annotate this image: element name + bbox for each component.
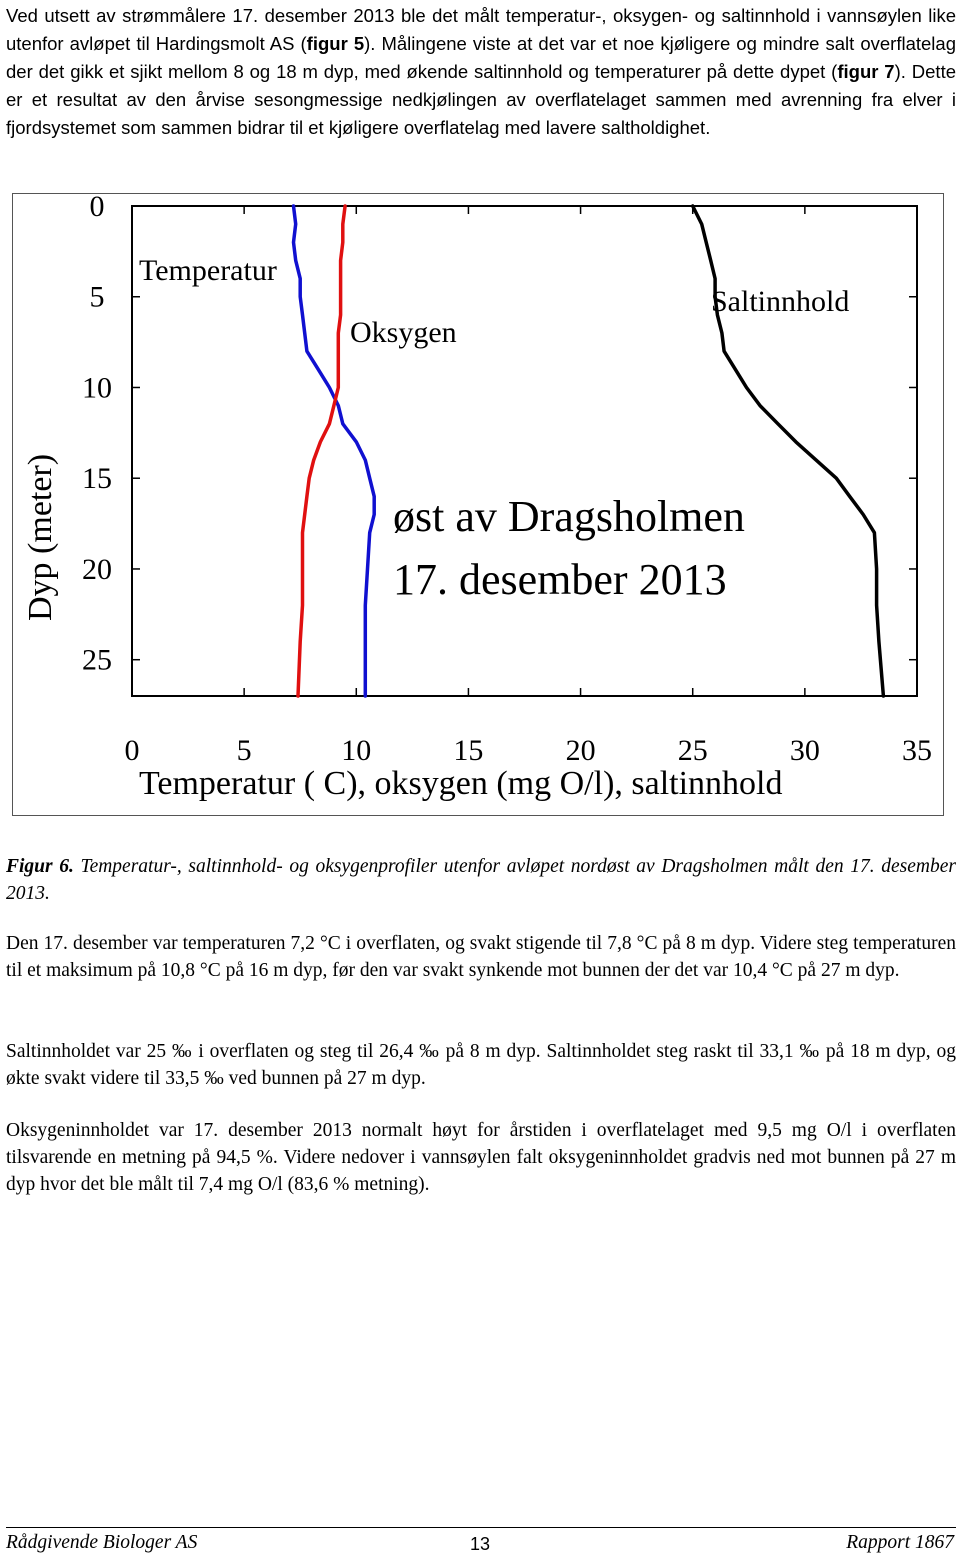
x-tick-label: 35 xyxy=(902,734,932,767)
annotation-date: 17. desember 2013 xyxy=(393,555,727,604)
figure-caption xyxy=(6,853,956,907)
intro-text-3: ). Dette er et resultat av den årvise sesongmessige nedkjølingen av overflatelaget sammen med avrenning fra elver i fjordsystemet som sammen bidrar til et kjøligere overflatelag med lavere saltholdighet. xyxy=(6,61,956,138)
x-axis-label: Temperatur ( C), oksygen (mg O/l), saltinnhold xyxy=(139,765,783,802)
intro-text-2: ). Målingene viste at det var et noe kjøligere og mindre salt overflatelag der det gikk et sjikt mellom 8 og 18 m dyp, med økende saltinnhold og temperaturer på dette dypet ( xyxy=(6,33,956,82)
depth-profile-figure xyxy=(12,193,944,816)
x-tick-label: 0 xyxy=(124,734,140,767)
figure-ref-7: figur 7 xyxy=(837,61,895,82)
y-tick-label: 10 xyxy=(82,371,112,405)
x-tick-label: 20 xyxy=(565,734,596,767)
x-tick-label: 15 xyxy=(453,734,484,767)
intro-text-1: Ved utsett av strømmålere 17. desember 2013 ble det målt temperatur-, oksygen- og saltinnhold i vannsøylen like utenfor avløpet til Hardingsmolt AS ( xyxy=(6,5,956,54)
series-label-saltinnhold: Saltinnhold xyxy=(711,285,850,318)
caption-text: Temperatur-, saltinnhold- og oksygenprofiler utenfor avløpet nordøst av Dragsholmen målt den 17. desember 2013. xyxy=(6,856,956,904)
y-tick-label: 25 xyxy=(82,643,112,677)
series-label-temperatur: Temperatur xyxy=(139,254,277,287)
x-tick-label: 30 xyxy=(789,734,820,767)
x-tick-label: 10 xyxy=(341,734,372,767)
y-tick-label: 20 xyxy=(82,552,112,586)
intro-paragraph xyxy=(6,2,956,142)
x-tick-label: 25 xyxy=(677,734,708,767)
x-tick-label: 5 xyxy=(236,734,252,767)
oxygen-paragraph: Oksygeninnholdet var 17. desember 2013 normalt høyt for årstiden i overflatelaget med 9,5 mg O/l i overflaten tilsvarende en metning på 94,5 %. Videre nedover i vannsøylen falt oksygeninnholdet gradvis ned mot bunnen på 27 m dyp hvor det ble målt til 7,4 mg O/l (83,6 % metning). xyxy=(6,1120,956,1195)
footer-report: Rapport 1867 xyxy=(846,1532,954,1553)
depth-profile-chart xyxy=(13,194,945,817)
caption-label: Figur 6. xyxy=(6,856,74,877)
salinity-paragraph: Saltinnholdet var 25 ‰ i overflaten og steg til 26,4 ‰ på 8 m dyp. Saltinnholdet steg raskt til 33,1 ‰ på 18 m dyp, og økte svakt videre til 33,5 ‰ ved bunnen på 27 m dyp. xyxy=(6,1041,956,1089)
footer-divider xyxy=(6,1527,956,1528)
annotation-location: øst av Dragsholmen xyxy=(393,492,745,541)
series-line-temperatur xyxy=(294,206,375,696)
temperature-paragraph: Den 17. desember var temperaturen 7,2 °C i overflaten, og svakt stigende til 7,8 °C på 8 m dyp. Videre steg temperaturen til et maksimum på 10,8 °C på 16 m dyp, før den var svakt synkende mot bunnen der det var 10,4 °C på 27 m dyp. xyxy=(6,933,956,981)
series-line-oksygen xyxy=(298,206,345,696)
series-line-saltinnhold xyxy=(693,206,884,696)
y-tick-label: 5 xyxy=(89,280,105,314)
y-axis-label: Dyp (meter) xyxy=(22,453,59,621)
y-tick-label: 0 xyxy=(89,194,105,223)
y-tick-label: 15 xyxy=(82,462,112,496)
series-label-oksygen: Oksygen xyxy=(350,316,457,349)
footer-page-number: 13 xyxy=(470,1534,491,1554)
footer-company: Rådgivende Biologer AS xyxy=(6,1532,198,1553)
figure-ref-5: figur 5 xyxy=(306,33,365,54)
